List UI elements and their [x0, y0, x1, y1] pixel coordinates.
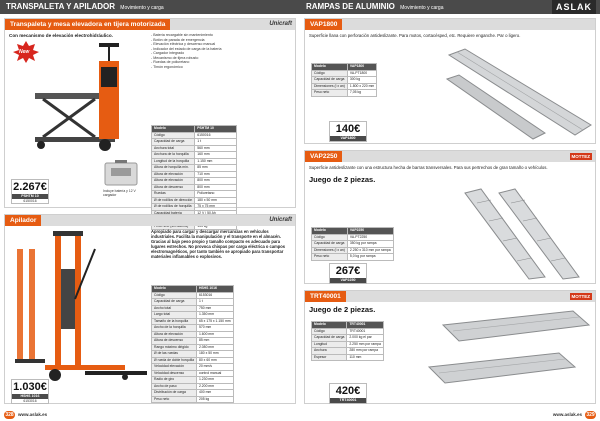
section-apilador [4, 214, 296, 404]
spec-value: 1.150 mm [195, 158, 236, 165]
right-page-header [300, 0, 600, 14]
spec-key: Dimensiones (l x an) [312, 83, 348, 90]
spec-key: Largo total [152, 312, 197, 319]
right-footer [300, 409, 600, 421]
spec-value: 80 x 60 mm [196, 357, 233, 364]
vap1800-intro: Superficie llana con perforación antideslizante. Para motos, cortacésped, etc. Requiere enganche. Par o ligero. [309, 33, 521, 38]
feature-item: - Mecanismo de tijera robusto [151, 55, 199, 60]
spec-value: 6153016 [196, 292, 233, 299]
section-vap2250-tab: VAP2250 [305, 151, 342, 162]
spec-key: Altura de descenso [152, 338, 197, 345]
left-page-number: 328 [5, 412, 14, 418]
spec-value: 180 x 50 mm [196, 351, 233, 358]
spec-value: 750 mm [196, 305, 233, 312]
vap1800-spec-table [311, 63, 377, 97]
apilador-model-code: HSHS 1016 [12, 394, 48, 399]
spec-value: 12 V / 50 Ah [195, 210, 236, 217]
spec-key: Anchura de la horquilla [152, 152, 195, 159]
trt40001-ramp-image [423, 305, 595, 401]
left-footer [0, 409, 300, 421]
spec-key: Peso neto [312, 254, 348, 261]
trt40001-model-code: TRT40001 [330, 398, 366, 403]
spec-value: 85 mm [196, 338, 233, 345]
spec-key: Dimensiones (l x an) [312, 247, 348, 254]
spec-value: 350 kg por rampa [347, 241, 393, 248]
spec-value: 1.800 x 220 mm [347, 83, 376, 90]
spec-key: Capacidad de carga [152, 299, 197, 306]
apilador-intro: Apropiado para cargar y descargar mercancías en vehículos industriales. Facilita la manipulación y el transporte en el almacén. Gracias al bajo peso propio y tamaño compacto es adecuado para lugares estrechos. No provoca chispas por carga eléctrica o campos electromagnéticos, por tanto también se apropiado para transportar materiales inflamables o explosivos. [151, 229, 286, 259]
feature-item: - Batería recargable sin mantenimiento [151, 33, 213, 37]
spec-key: Longitud [312, 341, 347, 348]
spec-value: control manual [196, 370, 233, 377]
spec-value: 800 mm [195, 184, 236, 191]
spec-value: 6150016 [195, 132, 236, 139]
spec-value: VA-PT2250 [347, 234, 393, 241]
spec-key: Ancho de paso [152, 383, 197, 390]
spec-key: Capacidad de carga [312, 335, 347, 342]
feature-item: - Timón ergonómico [151, 64, 183, 69]
spec-value: 205 kg [196, 396, 233, 403]
spec-key: Código [152, 292, 197, 299]
spec-key: Tamaño de la horquilla [152, 318, 197, 325]
section-trt40001 [304, 290, 596, 404]
spec-value: 180 x 50 mm [195, 197, 236, 204]
brand-mottez-logo: MOTTEZ [571, 294, 590, 299]
spec-value: 65 x 175 x 1.150 mm [196, 318, 233, 325]
spec-value: TRT40001 [347, 328, 383, 335]
spec-key: Peso neto [312, 90, 348, 97]
spec-value: 560 mm [195, 145, 236, 152]
spec-value: 110 mm [347, 354, 383, 361]
spec-key: Rango máximo dirigido [152, 344, 197, 351]
vap1800-model-code: VAP1800 [330, 136, 366, 141]
spec-key: Capacidad de carga [152, 139, 195, 146]
new-badge-text: New [19, 49, 30, 55]
spec-value: 280 mm por rampa [347, 348, 383, 355]
vap2250-intro: Superficie antideslizante con una estructura hecha de barras transversales. Para sus pertrechos de gran tamaño o vehículos. [309, 165, 548, 170]
section-transpaleta [4, 18, 296, 215]
spec-value: 160 mm [195, 152, 236, 159]
vap1800-price-box [329, 121, 367, 142]
spec-value: 2.250 mm por rampa [347, 341, 383, 348]
apilador-image [15, 229, 151, 385]
spec-key: Código [312, 328, 347, 335]
spec-key: Ruedas [152, 191, 195, 198]
spec-key: Radio de giro [152, 377, 197, 384]
spec-value: 710 mm [195, 171, 236, 178]
vap2250-heading: Juego de 2 piezas. [309, 175, 376, 184]
left-header-title: TRANSPALETA Y APILADOR [6, 2, 116, 11]
spec-key: Anchura total [152, 145, 195, 152]
spec-header-key: Modelo [312, 228, 348, 235]
apilador-price-box [11, 379, 49, 404]
spec-header-key: Modelo [152, 286, 197, 293]
transpaleta-features [151, 33, 291, 69]
spec-key: Ø de rodillos de horquilla [152, 204, 195, 211]
spec-key: Código [312, 70, 348, 77]
spec-value: 570 mm [196, 325, 233, 332]
section-apilador-tab: Apilador [5, 215, 41, 226]
trt40001-heading: Juego de 2 piezas. [309, 305, 376, 314]
spec-key: Código [312, 234, 348, 241]
spec-value: 400 mm [196, 390, 233, 397]
apilador-article-code: 6153016 [23, 399, 37, 403]
feature-item: - Indicador del estado de carga de la batería [151, 46, 222, 51]
brand-unicraft-logo: Unicraft [269, 217, 292, 223]
spec-value: 5,0 kg por rampa [347, 254, 393, 261]
transpaleta-article-code: 6150016 [23, 199, 37, 203]
spec-key: Ø de rodillos de dirección [152, 197, 195, 204]
spec-key: Código [152, 132, 195, 139]
spec-header-key: Modelo [152, 126, 195, 133]
spec-key: Altura de elevación [152, 171, 195, 178]
spec-header-value: VAP1800 [347, 64, 376, 71]
spec-value: 1.230 mm [196, 377, 233, 384]
apilador-spec-table [151, 285, 234, 403]
spec-key: Ancho total [152, 305, 197, 312]
section-trt40001-tab: TRT40001 [305, 291, 346, 302]
vap2250-ramp-image [455, 187, 595, 281]
left-page-header [0, 0, 300, 14]
spec-value: 1.600 mm [196, 331, 233, 338]
spec-value: 800 mm [195, 178, 236, 185]
aslak-logo: ASLAK [552, 0, 596, 14]
section-vap1800 [304, 18, 596, 144]
spec-header-value: PSHTM 10 [195, 126, 236, 133]
right-header-subtitle: Movimiento y carga [400, 5, 444, 11]
battery-charger-image [103, 159, 139, 187]
transpaleta-intro: Con mecanismo de elevación electrohidráulico. [9, 33, 113, 38]
spec-key: Anchura [312, 348, 347, 355]
spec-key: Capacidad de carga [312, 77, 348, 84]
spec-value: 2.000 kg el par [347, 335, 383, 342]
spec-value: 2.080 mm [196, 344, 233, 351]
spec-key: Distribución de carga [152, 390, 197, 397]
feature-item: - Ruedas de poliuretano [151, 60, 190, 64]
spec-key: Ø de las ruedas [152, 351, 197, 358]
vap1800-price: 140€ [335, 123, 361, 135]
spec-value: 300 kg [347, 77, 376, 84]
vap2250-price-box [329, 263, 367, 284]
spec-value: Poliuretano [195, 191, 236, 198]
section-transpaleta-tab: Transpaleta y mesa elevadora en tijera motorizada [5, 19, 170, 30]
spec-key: Altura de horquilla mín. [152, 165, 195, 172]
vap1800-ramp-image [445, 45, 595, 141]
section-vap2250 [304, 150, 596, 284]
spec-header-value: VAP2250 [347, 228, 393, 235]
spec-key: Velocidad elevación [152, 364, 197, 371]
spec-value: 1.350 mm [196, 312, 233, 319]
spec-key: Capacidad batería [152, 210, 195, 217]
spec-key: Capacidad de carga [312, 241, 348, 248]
trt40001-spec-table [311, 321, 384, 361]
right-page-number: 329 [586, 412, 595, 418]
transpaleta-price: 2.267€ [13, 181, 47, 193]
feature-item: - Cargador integrado [151, 51, 185, 55]
spec-key: Peso neto [152, 396, 197, 403]
transpaleta-model-code: PSHTM 10 [12, 194, 48, 199]
spec-value: 2.200 mm [196, 383, 233, 390]
spec-key: Ancho de la horquilla [152, 325, 197, 332]
spec-value: 75 x 75 mm [195, 204, 236, 211]
trt40001-price-box [329, 383, 367, 404]
spec-header-value: TRT40001 [347, 322, 383, 329]
spec-key: Altura de elevación [152, 331, 197, 338]
spec-header-value: HSHS 1016 [196, 286, 233, 293]
left-header-subtitle: Movimiento y carga [120, 5, 164, 11]
right-header-title: RAMPAS DE ALUMINIO [306, 2, 395, 11]
brand-mottez-logo: MOTTEZ [571, 154, 590, 159]
spec-value: 85 mm [195, 165, 236, 172]
spec-key: Altura de descenso [152, 184, 195, 191]
left-footer-url[interactable]: www.aslak.es [18, 412, 48, 417]
spec-value: 7,05 kg [347, 90, 376, 97]
spec-key: Espesor [312, 354, 347, 361]
spec-key: Velocidad descenso [152, 370, 197, 377]
right-page [300, 0, 600, 421]
right-footer-url[interactable]: www.aslak.es [552, 412, 582, 417]
spec-value: 2.250 x 310 mm por rampa [347, 247, 393, 254]
spec-key: Altura de elevación [152, 178, 195, 185]
spec-value: 20 mm/s [196, 364, 233, 371]
vap2250-spec-table [311, 227, 394, 261]
spec-value: 1 t [195, 139, 236, 146]
spec-header-key: Modelo [312, 64, 348, 71]
brand-unicraft-logo: Unicraft [269, 21, 292, 27]
battery-caption: Incluye batería y 12 V cargador [103, 189, 136, 197]
spec-key: Ø rueda de doble horquilla [152, 357, 197, 364]
spec-value: 1 t [196, 299, 233, 306]
spec-header-key: Modelo [312, 322, 347, 329]
transpaleta-price-box [11, 179, 49, 204]
section-vap1800-tab: VAP1800 [305, 19, 342, 30]
feature-item: - Elevación eléctrica y descenso manual [151, 42, 216, 46]
spec-value: VA-PT1800 [347, 70, 376, 77]
trt40001-price: 420€ [335, 385, 361, 397]
vap2250-price: 267€ [335, 265, 361, 277]
spec-key: Longitud de la horquilla [152, 158, 195, 165]
apilador-price: 1.030€ [13, 381, 47, 393]
vap2250-model-code: VAP2250 [330, 278, 366, 283]
feature-item: - Botón de parada de emergencia [151, 37, 205, 42]
